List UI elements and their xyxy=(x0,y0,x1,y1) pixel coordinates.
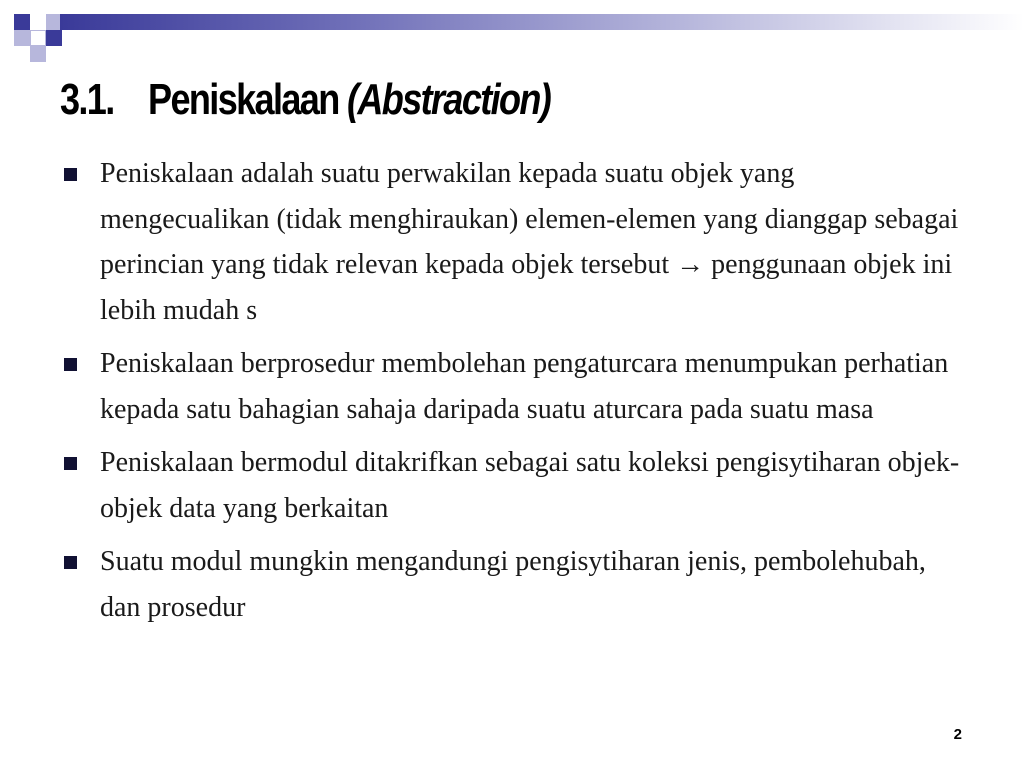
decor-square xyxy=(14,30,30,46)
decor-square xyxy=(46,14,60,30)
bullet-text: Suatu modul mungkin mengandungi pengisytiharan jenis, pembolehubah, dan prosedur xyxy=(100,546,926,623)
decor-square xyxy=(30,14,46,30)
square-bullet-icon xyxy=(64,556,77,569)
bullet-text-continued: penggunaan objek ini lebih mudah s xyxy=(100,249,953,326)
decor-gradient-band xyxy=(60,14,1024,30)
title-number: 3.1. xyxy=(60,75,114,124)
bullet-text: Peniskalaan berprosedur membolehan pengaturcara menumpukan perhatian kepada satu bahagian sahaja daripada suatu aturcara pada suatu masa xyxy=(100,348,949,425)
decor-square xyxy=(14,14,30,30)
right-arrow-icon: → xyxy=(676,249,705,280)
bullet-list xyxy=(64,151,964,638)
bullet-item xyxy=(64,341,964,432)
bullet-text: Peniskalaan adalah suatu perwakilan kepada suatu objek yang mengecualikan (tidak menghiraukan) elemen-elemen yang dianggap sebagai perincian yang tidak relevan kepada objek tersebut xyxy=(100,158,959,280)
slide-title xyxy=(60,70,550,130)
decor-square xyxy=(30,30,46,46)
page-number: 2 xyxy=(953,726,962,743)
title-parenthetical: (Abstraction) xyxy=(347,75,551,124)
decor-square xyxy=(30,46,46,62)
square-bullet-icon xyxy=(64,168,77,181)
bullet-text: Peniskalaan bermodul ditakrifkan sebagai satu koleksi pengisytiharan objek-objek data yang berkaitan xyxy=(100,447,960,524)
decor-square xyxy=(46,30,62,46)
square-bullet-icon xyxy=(64,358,77,371)
bullet-item xyxy=(64,539,964,630)
title-main: Peniskalaan xyxy=(148,75,339,124)
square-bullet-icon xyxy=(64,457,77,470)
bullet-item xyxy=(64,151,964,333)
bullet-item xyxy=(64,440,964,531)
